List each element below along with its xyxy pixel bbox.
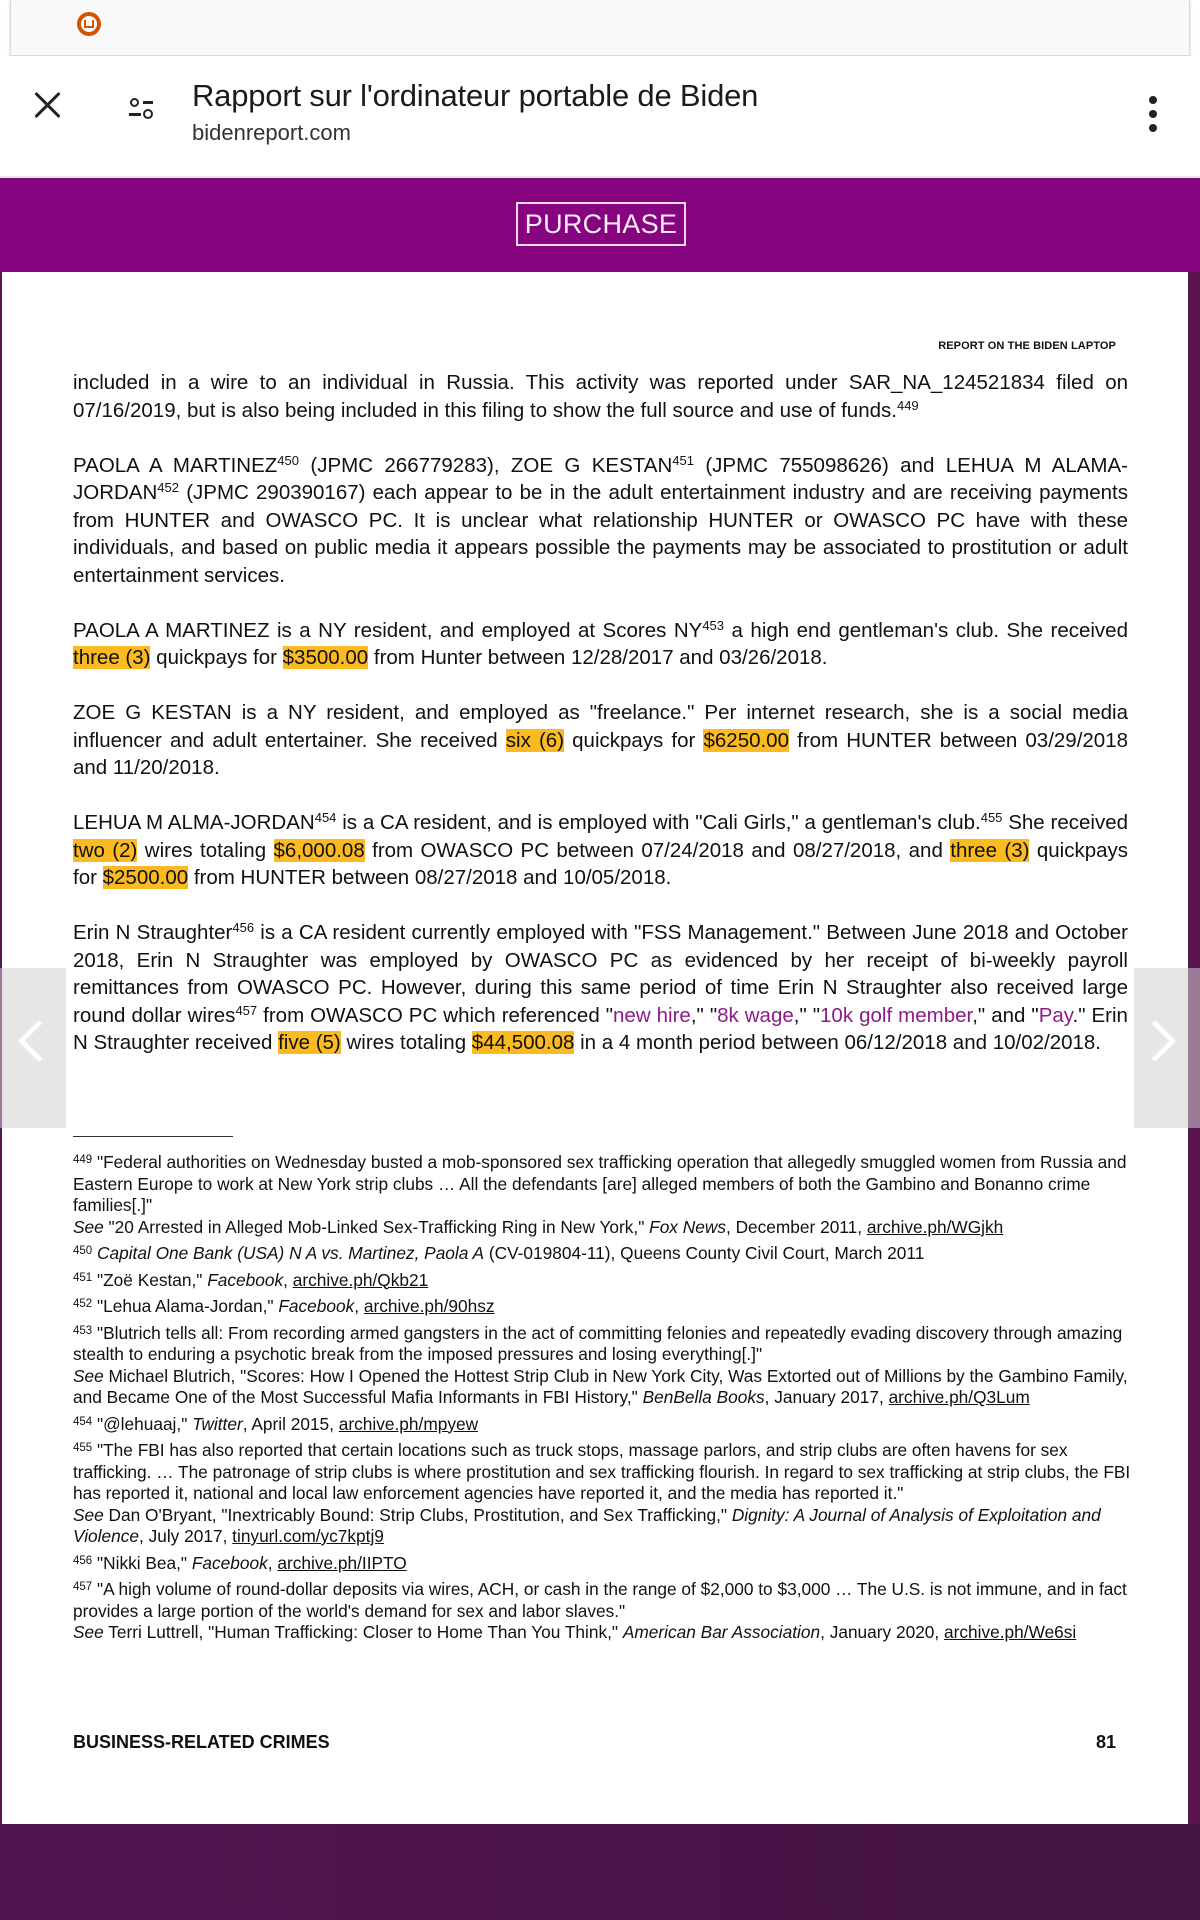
paragraph <box>73 617 1128 672</box>
text-run: PAOLA A MARTINEZ <box>73 453 278 477</box>
footnote <box>73 1323 1133 1409</box>
archive-link[interactable]: archive.ph/We6si <box>944 1622 1077 1642</box>
tune-icon[interactable] <box>126 96 160 126</box>
text-run: from HUNTER between 08/27/2018 and 10/05/2018. <box>188 866 672 889</box>
text-run: wires totaling <box>340 1031 472 1054</box>
text-run: quickpays for <box>73 838 1128 889</box>
italic-text: See <box>73 1216 104 1237</box>
footnote-ref: 456 <box>232 920 255 935</box>
footnotes <box>73 1152 1133 1649</box>
page-title: Rapport sur l'ordinateur portable de Biden <box>192 78 759 113</box>
paragraph <box>73 452 1128 590</box>
highlighted-text: two (2) <box>73 838 138 862</box>
footnote-ref: 454 <box>314 810 337 825</box>
email-notification-icon[interactable] <box>77 12 101 36</box>
text-run: in a 4 month period between 06/12/2018 and 10/02/2018. <box>574 1031 1101 1054</box>
text-run: , <box>283 1269 293 1290</box>
italic-text: Facebook <box>191 1552 268 1573</box>
highlighted-text: three (3) <box>950 838 1030 862</box>
highlighted-text: six (6) <box>505 728 565 752</box>
text-run: , <box>354 1296 364 1316</box>
italic-text: See <box>73 1622 104 1642</box>
close-icon[interactable] <box>28 86 68 126</box>
text-run: ," " <box>793 1003 821 1027</box>
text-run: , January 2020, <box>820 1622 945 1642</box>
highlighted-text: $6250.00 <box>703 728 789 752</box>
footnote-ref: 453 <box>702 617 725 633</box>
text-run: "The FBI has also reported that certain locations such as truck stops, massage parlors, and strip clubs are often havens for sex trafficking. … The patronage of strip clubs is where prostitution and sex trafficking flourish. In regard to sex trafficking at strip clubs, the FBI has reported it, national and local law enforcement agencies have reported it, and the media has reported it." <box>73 1440 1131 1503</box>
text-run: is a CA resident, and is employed with "Cali Girls," a gentleman's club. <box>336 811 981 834</box>
text-run: , April 2015, <box>242 1413 339 1434</box>
text-run: "Nikki Bea," <box>92 1552 192 1573</box>
text-run: LEHUA M ALMA-JORDAN <box>73 811 315 834</box>
wire-reference-text: 10k golf member <box>820 1003 973 1027</box>
footnote-ref: 449 <box>896 397 919 413</box>
next-page-button[interactable] <box>1134 968 1200 1128</box>
italic-text: Twitter <box>192 1413 243 1434</box>
footnote-ref: 455 <box>980 810 1003 825</box>
text-run: "Federal authorities on Wednesday busted a mob-sponsored sex trafficking operation that allegedly smuggled women from Russia and Eastern Europe to work at New York strip clubs … All the defendants [are] alleged members of both the Gambino and Bonanno crime families[.]" <box>73 1152 1127 1215</box>
archive-link[interactable]: archive.ph/Qkb21 <box>292 1269 429 1290</box>
text-run: from HUNTER between 03/29/2018 and 11/20/2018. <box>73 728 1128 779</box>
text-run: from OWASCO PC between 07/24/2018 and 08/27/2018, and <box>364 838 951 862</box>
highlighted-text: $3500.00 <box>282 646 369 669</box>
footnote-ref: 457 <box>73 1581 93 1593</box>
highlighted-text: $2500.00 <box>102 866 189 889</box>
page-number: 81 <box>1095 1732 1116 1752</box>
text-run: (JPMC 290390167) each appear to be in the adult entertainment industry and are receiving payments from HUNTER and OWASCO PC. It is unclear what relationship HUNTER or OWASCO PC have with these individuals, and based on public media it appears possible the payments may be associated to prostitution or adult entertainment services. <box>73 481 1128 587</box>
custom-tab-header <box>0 56 1200 178</box>
text-run: ZOE G KESTAN is a NY resident, and employed as "freelance." Per internet research, she is a social media influencer and adult entertainer. She received <box>73 701 1128 752</box>
footnote-ref: 452 <box>73 1298 93 1310</box>
text-run: "Lehua Alama-Jordan," <box>92 1296 279 1316</box>
italic-text: See <box>73 1365 104 1386</box>
paragraph <box>73 809 1128 892</box>
footnote <box>73 1414 1133 1436</box>
text-run: quickpays for <box>564 728 704 752</box>
running-head: REPORT ON THE BIDEN LAPTOP <box>938 340 1116 352</box>
text-run: (JPMC 266779283), ZOE G KESTAN <box>299 453 673 477</box>
text-run: Terri Luttrell, "Human Trafficking: Closer to Home Than You Think," <box>103 1622 623 1642</box>
italic-text: Facebook <box>278 1296 355 1316</box>
text-run: a high end gentleman's club. She received <box>724 618 1128 642</box>
footnote-ref: 455 <box>73 1442 93 1454</box>
text-run: "Blutrich tells all: From recording armed gangsters in the act of committing felonies and repeatedly evading discovery through amazing stealth to enduring a psychotic break from the imposed pressures and losing everything[.]" <box>73 1322 1123 1364</box>
archive-link[interactable]: archive.ph/90hsz <box>363 1296 495 1316</box>
text-run: She received <box>1002 811 1128 834</box>
footnote-ref: 456 <box>73 1554 93 1567</box>
document-body <box>73 369 1128 1084</box>
highlighted-text: $6,000.08 <box>273 838 365 862</box>
text-run: is a CA resident currently employed with "FSS Management." Between June 2018 and October 2018, Erin N Straughter was employed by OWASCO PC as evidenced by her receipt of bi-weekly payroll remittances from OWASCO PC. However, during this same period of time Erin N Straughter also received large round dollar wires <box>73 921 1129 1027</box>
document-page <box>2 272 1188 1824</box>
highlighted-text: three (3) <box>73 646 151 669</box>
text-run: ," " <box>690 1003 718 1027</box>
wire-reference-text: 8k wage <box>717 1003 794 1027</box>
footnote-ref: 451 <box>672 452 694 468</box>
highlighted-text: $44,500.08 <box>471 1031 575 1054</box>
archive-link[interactable]: archive.ph/mpyew <box>338 1413 479 1434</box>
footnote <box>73 1152 1133 1238</box>
paragraph <box>73 919 1128 1057</box>
text-run: (CV-019804-11), Queens County Civil Court, March 2011 <box>484 1243 925 1263</box>
highlighted-text: five (5) <box>278 1031 341 1054</box>
chevron-left-icon <box>18 1020 60 1062</box>
footnote-ref: 453 <box>73 1324 93 1337</box>
wire-reference-text: new hire <box>613 1003 691 1027</box>
text-run: , December 2011, <box>725 1216 867 1237</box>
text-run: "@lehuaaj," <box>92 1413 193 1434</box>
paragraph <box>73 369 1128 424</box>
footnote-ref: 450 <box>277 452 299 468</box>
purchase-button[interactable]: PURCHASE <box>516 202 686 246</box>
footnote <box>73 1553 1133 1575</box>
more-vert-icon[interactable] <box>1140 94 1166 134</box>
text-run: ," and " <box>972 1003 1039 1027</box>
footnote <box>73 1296 1133 1318</box>
text-run: wires totaling <box>137 838 274 862</box>
text-run: from Hunter between 12/28/2017 and 03/26/2018. <box>368 646 828 669</box>
footnote-divider <box>73 1136 233 1137</box>
text-run: , January 2017, <box>764 1387 889 1407</box>
text-run: PAOLA A MARTINEZ is a NY resident, and employed at Scores NY <box>73 618 703 642</box>
italic-text: Dignity: A Journal of Analysis of Exploitation and Violence <box>73 1504 1101 1546</box>
text-run: from OWASCO PC which referenced " <box>257 1003 614 1027</box>
text-run: Dan O'Bryant, "Inextricably Bound: Strip Clubs, Prostitution, and Sex Trafficking," <box>103 1504 732 1525</box>
text-run: quickpays for <box>150 646 283 669</box>
italic-text: Capital One Bank (USA) N A vs. Martinez, Paola A <box>97 1243 485 1263</box>
notification-bar <box>10 0 1190 56</box>
footnote-ref: 451 <box>73 1271 93 1284</box>
italic-text: Fox News <box>649 1216 726 1237</box>
footnote <box>73 1270 1133 1292</box>
text-run: (JPMC 755098626) and LEHUA M ALAMA-JORDAN <box>73 453 1128 504</box>
page-domain: bidenreport.com <box>192 120 351 145</box>
footnote-ref: 454 <box>73 1415 93 1428</box>
italic-text: American Bar Association <box>622 1622 821 1642</box>
text-run: "20 Arrested in Alleged Mob-Linked Sex-Trafficking Ring in New York," <box>103 1216 650 1237</box>
footnote-ref: 449 <box>73 1154 93 1166</box>
text-run: included in a wire to an individual in Russia. This activity was reported under SAR_NA_124521834 filed on 07/16/2019, but is also being included in this filing to show the full source and use of funds. <box>73 371 1128 422</box>
text-run: , July 2017, <box>138 1526 233 1546</box>
text-run: "A high volume of round-dollar deposits via wires, ACH, or cash in the range of $2,000 to $3,000 … The U.S. is not immune, and in fact provides a large portion of the world's demand for sex and labor slaves." <box>73 1579 1127 1621</box>
footnote-ref: 452 <box>157 480 179 495</box>
archive-link[interactable]: archive.ph/Q3Lum <box>888 1387 1030 1407</box>
wire-reference-text: Pay <box>1038 1003 1073 1027</box>
previous-page-button[interactable] <box>0 968 66 1128</box>
purchase-banner <box>0 178 1200 272</box>
footer-section-title: BUSINESS-RELATED CRIMES <box>73 1732 330 1752</box>
footnote-ref: 457 <box>235 1002 258 1018</box>
footnote <box>73 1440 1133 1548</box>
chevron-right-icon <box>1134 1020 1176 1062</box>
archive-link[interactable]: archive.ph/IIPTO <box>277 1552 407 1573</box>
italic-text: See <box>73 1504 104 1525</box>
archive-link[interactable]: archive.ph/WGjkh <box>866 1216 1004 1237</box>
footnote <box>73 1579 1133 1644</box>
italic-text: Facebook <box>207 1269 284 1290</box>
text-run: ." Erin N Straughter received <box>73 1003 1128 1054</box>
italic-text: BenBella Books <box>642 1387 765 1407</box>
text-run: Michael Blutrich, "Scores: How I Opened the Hottest Strip Club in New York City, Was Extorted out of Millions by the Gambino Family, and Became One of the Most Successful Mafia Informants in FBI History," <box>73 1365 1128 1407</box>
footnote <box>73 1243 1133 1265</box>
paragraph <box>73 699 1128 782</box>
bottom-background <box>0 1824 1200 1920</box>
text-run: "Zoë Kestan," <box>92 1269 208 1290</box>
text-run: , <box>267 1552 278 1573</box>
archive-link[interactable]: tinyurl.com/yc7kptj9 <box>232 1526 384 1546</box>
text-run: Erin N Straughter <box>73 921 233 944</box>
footnote-ref: 450 <box>73 1245 93 1257</box>
